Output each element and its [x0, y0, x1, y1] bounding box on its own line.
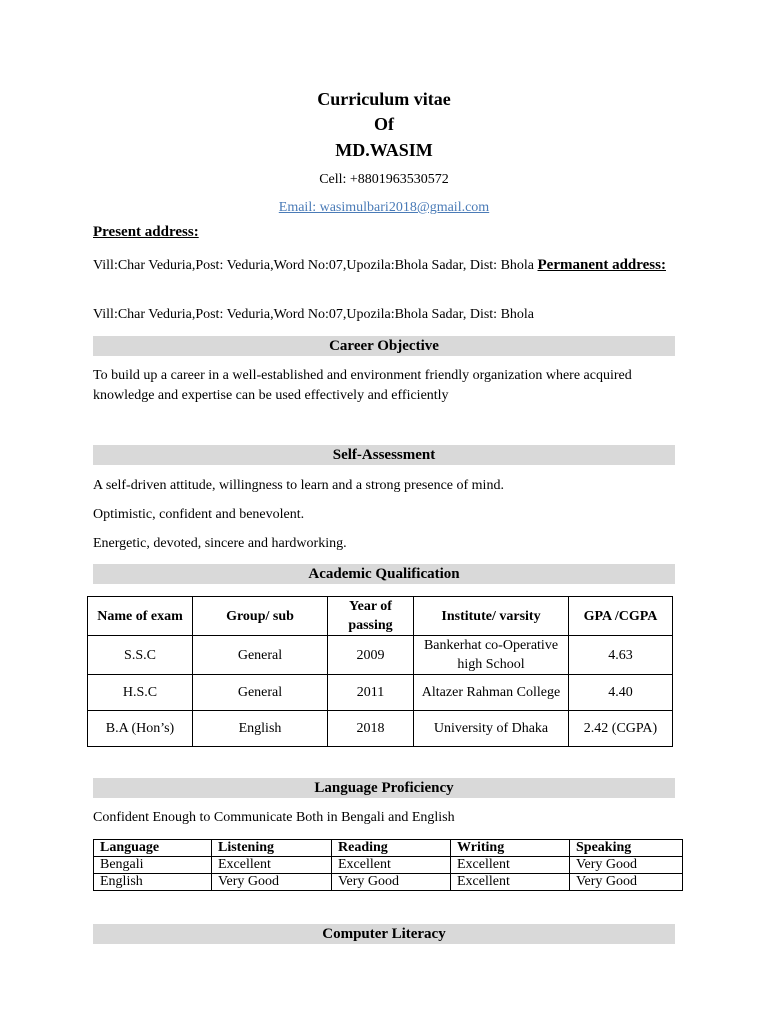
career-objective-heading: Career Objective: [93, 336, 675, 356]
table-row: [94, 874, 683, 891]
table-cell: 2011: [328, 675, 414, 711]
table-row: [88, 675, 673, 711]
self-assessment-item: Optimistic, confident and benevolent.: [93, 507, 305, 522]
self-assessment-item: Energetic, devoted, sincere and hardworking.: [93, 536, 347, 551]
table-cell: General: [193, 636, 328, 675]
language-heading: Language Proficiency: [93, 778, 675, 798]
present-address-heading: Present address:: [93, 224, 199, 240]
table-cell: Very Good: [332, 874, 451, 891]
table-cell: Very Good: [570, 874, 683, 891]
table-cell: H.S.C: [88, 675, 193, 711]
table-cell: English: [94, 874, 212, 891]
candidate-name: MD.WASIM: [335, 140, 433, 160]
table-row: [88, 711, 673, 747]
column-header: Reading: [332, 840, 451, 857]
permanent-address-text: Vill:Char Veduria,Post: Veduria,Word No:07,Upozila:Bhola Sadar, Dist: Bhola: [93, 307, 535, 322]
permanent-address-heading: Permanent address:: [537, 257, 666, 273]
table-header-row: [88, 597, 673, 636]
table-cell: Excellent: [451, 874, 570, 891]
career-objective-text: To build up a career in a well-established and environment friendly organization where acquired knowledge and expertise can be used effectively and efficiently: [93, 368, 632, 403]
table-cell: 4.63: [569, 636, 673, 675]
table-cell: 2018: [328, 711, 414, 747]
self-assessment-item: A self-driven attitude, willingness to learn and a strong presence of mind.: [93, 478, 504, 493]
table-header-row: [94, 840, 683, 857]
column-header: Speaking: [570, 840, 683, 857]
column-header: Language: [94, 840, 212, 857]
table-cell: Altazer Rahman College: [414, 675, 569, 711]
table-cell: General: [193, 675, 328, 711]
table-cell: 2.42 (CGPA): [569, 711, 673, 747]
present-address-text: [93, 255, 678, 276]
table-row: [88, 636, 673, 675]
column-header: GPA /CGPA: [569, 597, 673, 636]
table-cell: Excellent: [332, 857, 451, 874]
table-cell: 4.40: [569, 675, 673, 711]
table-cell: Very Good: [212, 874, 332, 891]
present-address-value: Vill:Char Veduria,Post: Veduria,Word No:07,Upozila:Bhola Sadar, Dist: Bhola: [93, 258, 535, 273]
language-intro: Confident Enough to Communicate Both in Bengali and English: [93, 810, 455, 825]
table-cell: University of Dhaka: [414, 711, 569, 747]
email-link[interactable]: Email: wasimulbari2018@gmail.com: [278, 200, 490, 215]
column-header: Institute/ varsity: [414, 597, 569, 636]
table-cell: S.S.C: [88, 636, 193, 675]
academic-table: [87, 596, 673, 747]
table-cell: Excellent: [451, 857, 570, 874]
table-cell: B.A (Hon’s): [88, 711, 193, 747]
cv-title-of: Of: [374, 114, 394, 134]
column-header: Writing: [451, 840, 570, 857]
table-cell: 2009: [328, 636, 414, 675]
academic-heading: Academic Qualification: [93, 564, 675, 584]
table-cell: Bengali: [94, 857, 212, 874]
cell-number: Cell: +8801963530572: [319, 172, 449, 187]
column-header: Listening: [212, 840, 332, 857]
table-cell: Excellent: [212, 857, 332, 874]
column-header: Group/ sub: [193, 597, 328, 636]
column-header: Year of passing: [328, 597, 414, 636]
language-table: [93, 839, 683, 891]
computer-literacy-heading: Computer Literacy: [93, 924, 675, 944]
table-cell: Very Good: [570, 857, 683, 874]
table-cell: Bankerhat co-Operative high School: [414, 636, 569, 675]
table-cell: English: [193, 711, 328, 747]
column-header: Name of exam: [88, 597, 193, 636]
self-assessment-heading: Self-Assessment: [93, 445, 675, 465]
cv-title: Curriculum vitae: [317, 89, 451, 109]
table-row: [94, 857, 683, 874]
